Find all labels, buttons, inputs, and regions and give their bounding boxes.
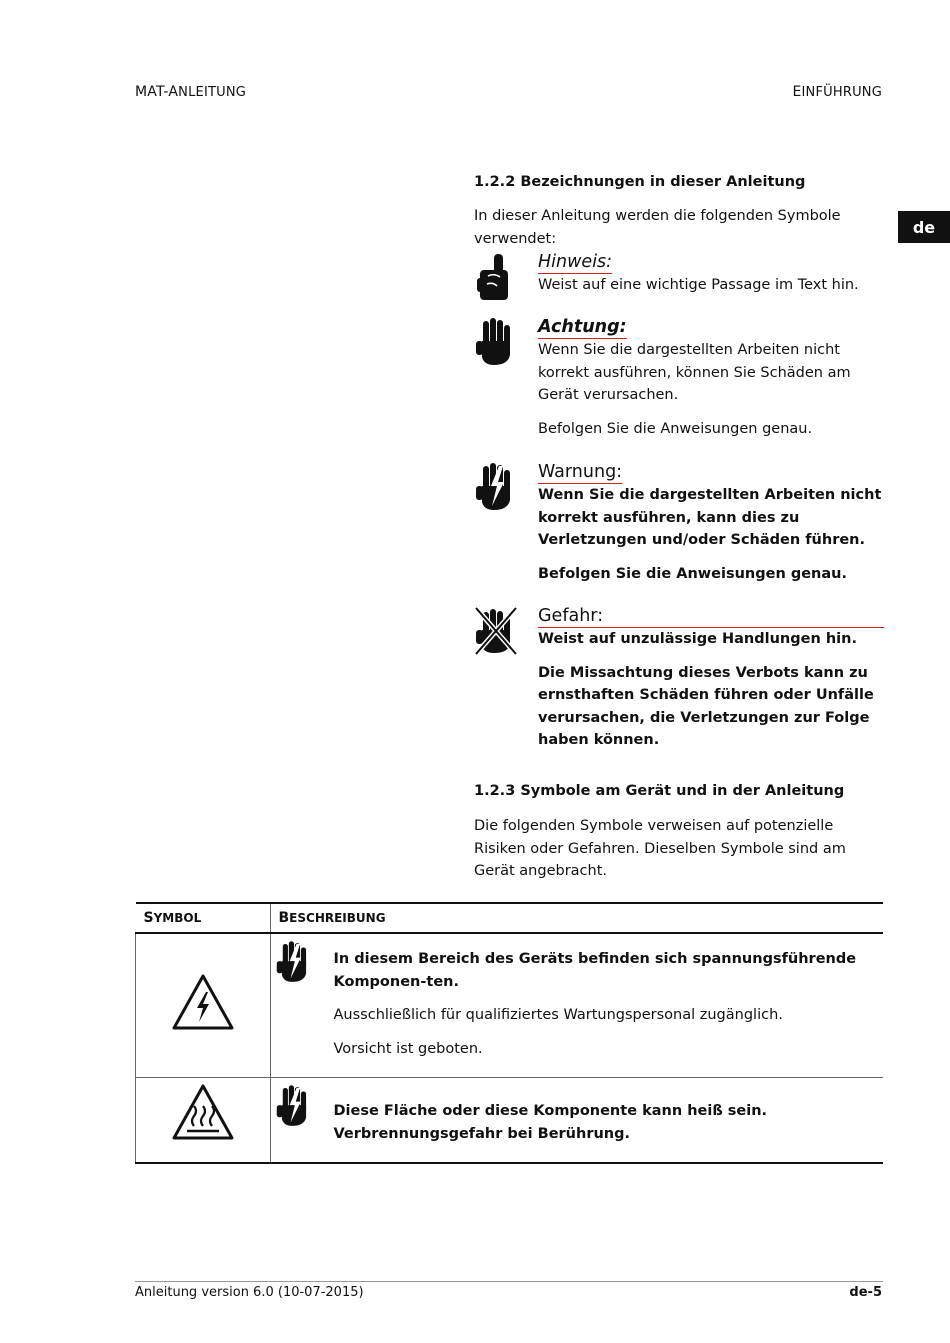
section-intro-123: Die folgenden Symbole verweisen auf potenzielle Risiken oder Gefahren. Dieselben Symbole sind am Gerät angebracht. bbox=[474, 818, 846, 879]
stop-hand-icon bbox=[474, 317, 518, 367]
column-header-description: BESCHREIBUNG bbox=[270, 903, 883, 933]
notice-text: Die Missachtung dieses Verbots kann zu ernsthaften Schäden führen oder Unfälle verursachen, die Verletzungen zur Folge haben können. bbox=[538, 664, 874, 748]
footer-version: Anleitung version 6.0 (10-07-2015) bbox=[135, 1285, 364, 1300]
notice-text: Befolgen Sie die Anweisungen genau. bbox=[538, 565, 847, 582]
table-header-row bbox=[136, 903, 884, 933]
symbol-cell bbox=[136, 933, 271, 1078]
column-header-symbol: SYMBOL bbox=[136, 903, 271, 933]
crossed-hand-icon bbox=[474, 606, 518, 656]
section-heading-123: 1.2.3 Symbole am Gerät und in der Anleitung bbox=[474, 783, 845, 799]
table-row bbox=[136, 933, 884, 1078]
footer-divider bbox=[135, 1281, 883, 1282]
pointing-hand-icon bbox=[474, 252, 518, 302]
notice-text: Befolgen Sie die Anweisungen genau. bbox=[538, 420, 813, 437]
notice-text: Wenn Sie die dargestellten Arbeiten nicht korrekt ausführen, kann dies zu Verletzungen und/oder Schäden führen. bbox=[538, 487, 882, 548]
description-bold: Diese Fläche oder diese Komponente kann heiß sein. Verbrennungsgefahr bei Berührung. bbox=[333, 1103, 768, 1142]
hand-lightning-icon bbox=[275, 1084, 313, 1128]
notice-title: Gefahr: bbox=[538, 606, 884, 628]
description-cell bbox=[270, 933, 883, 1078]
section-heading-122: 1.2.2 Bezeichnungen in dieser Anleitung bbox=[474, 174, 806, 190]
symbol-table bbox=[135, 902, 883, 1164]
notice-text: Weist auf eine wichtige Passage im Text hin. bbox=[538, 277, 859, 293]
notice-title: Hinweis: bbox=[538, 252, 613, 272]
notice-text: Wenn Sie die dargestellten Arbeiten nicht korrekt ausführen, können Sie Schäden am Gerät verursachen. bbox=[538, 342, 851, 403]
language-tab: de bbox=[898, 211, 950, 243]
notice-title: Warnung: bbox=[538, 462, 623, 482]
symbol-cell bbox=[136, 1078, 271, 1164]
running-header-right: EINFÜHRUNG bbox=[792, 84, 882, 100]
description-bold: In diesem Bereich des Geräts befinden sich spannungsführende Komponen-ten. bbox=[333, 951, 857, 990]
description-text: Ausschließlich für qualifiziertes Wartungspersonal zugänglich. bbox=[333, 1007, 783, 1023]
running-header-left: MAT-ANLEITUNG bbox=[135, 84, 247, 100]
hand-lightning-icon bbox=[275, 940, 313, 984]
description-text: Vorsicht ist geboten. bbox=[333, 1040, 483, 1057]
section-intro-122: In dieser Anleitung werden die folgenden Symbole verwendet: bbox=[474, 208, 841, 247]
electric-hazard-triangle-icon bbox=[170, 972, 236, 1032]
description-cell bbox=[270, 1078, 883, 1164]
hand-lightning-icon bbox=[474, 462, 518, 512]
hot-surface-triangle-icon bbox=[170, 1082, 236, 1142]
notice-text: Weist auf unzulässige Handlungen hin. bbox=[538, 631, 857, 647]
table-row bbox=[136, 1078, 884, 1164]
page-number: de-5 bbox=[849, 1285, 882, 1300]
notice-title: Achtung: bbox=[538, 317, 627, 337]
